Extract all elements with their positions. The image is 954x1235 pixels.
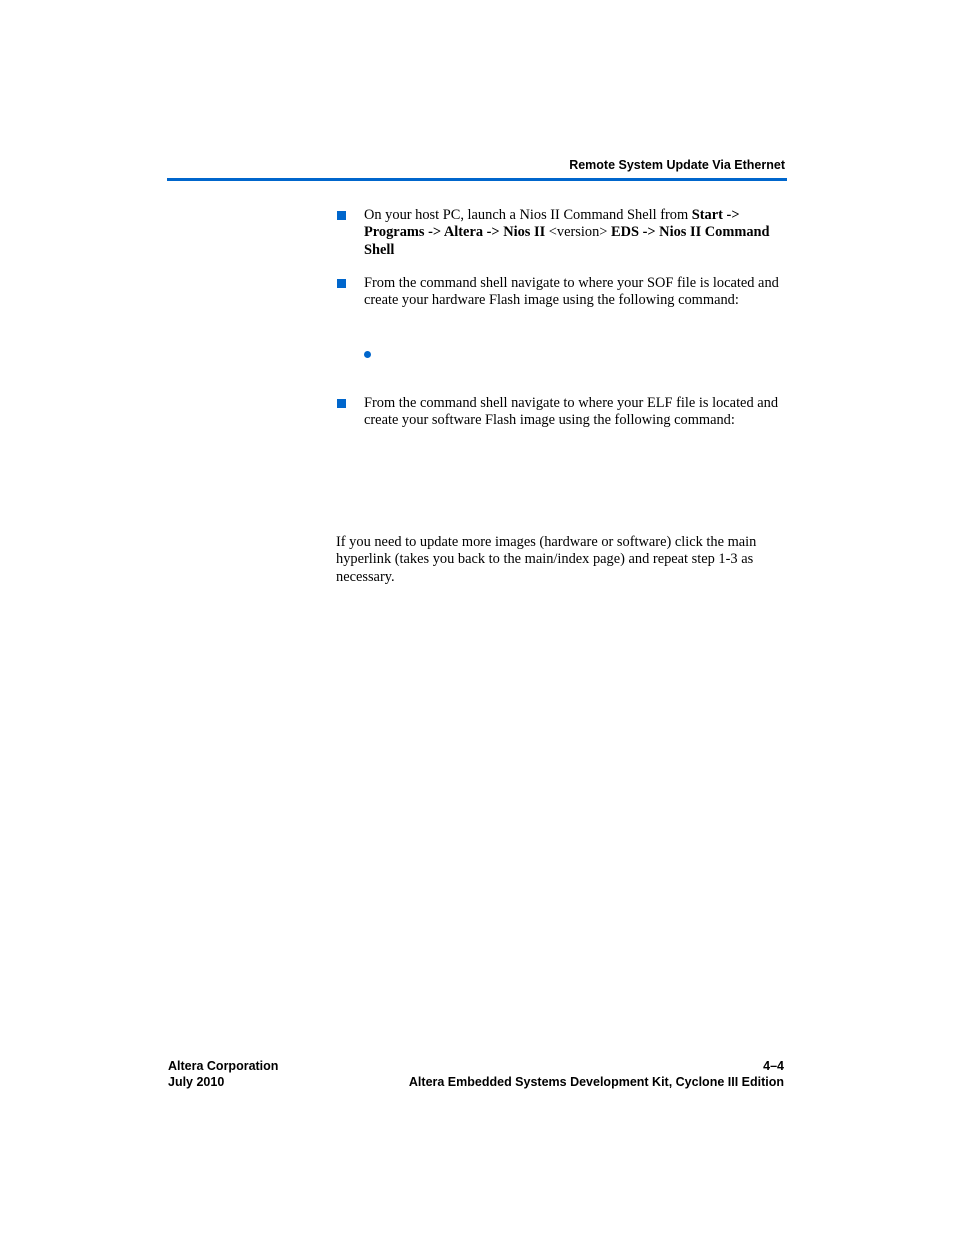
- header-rule-divider: [167, 178, 787, 181]
- footer-book-title: Altera Embedded Systems Development Kit, Cyclone III Edition: [408, 1074, 784, 1089]
- closing-paragraph: If you need to update more images (hardware or software) click the main hyperlink (takes you back to the main/index page) and repeat step 1-3 as necessary.: [336, 534, 757, 585]
- square-bullet-icon: [337, 399, 346, 408]
- footer-right: [409, 1059, 784, 1090]
- step-1-intro: On your host PC, launch a Nios II Command Shell from: [364, 207, 692, 223]
- square-bullet-icon: [337, 211, 346, 220]
- footer-company: Altera Corporation: [168, 1059, 279, 1073]
- running-header-title: Remote System Update Via Ethernet: [569, 158, 785, 172]
- step-1-version: <version>: [545, 224, 611, 241]
- footer-page-number: 4–4: [763, 1059, 784, 1073]
- footer-left: [168, 1059, 278, 1090]
- footer-date: July 2010: [168, 1074, 225, 1089]
- step-2-text: From the command shell navigate to where your SOF file is located and create your hardware Flash image using the following command:: [364, 275, 779, 309]
- step-3-text: From the command shell navigate to where your ELF file is located and create your software Flash image using the following command:: [364, 395, 779, 429]
- round-bullet-icon: [364, 351, 371, 358]
- step-1-text: [364, 207, 788, 259]
- step-1-menu-path: Start -> Programs -> Altera -> Nios II: [364, 207, 740, 241]
- step-1-menu-path-end: EDS -> Nios II Command Shell: [364, 224, 770, 258]
- square-bullet-icon: [337, 279, 346, 288]
